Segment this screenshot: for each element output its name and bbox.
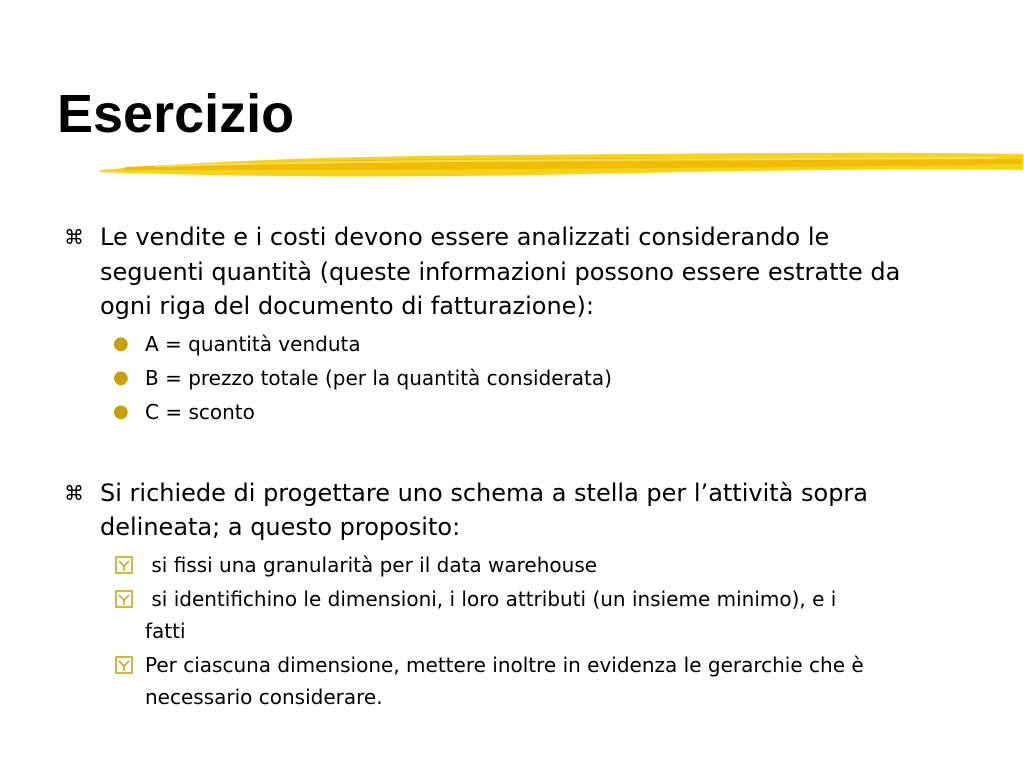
sub-item-text: si identifichino le dimensioni, i loro attributi (un insieme minimo), e i [145,586,837,611]
sub-item [64,396,964,428]
bullet-1 [64,220,964,428]
sub-item [64,362,964,394]
dot-icon: ● [113,400,129,422]
sub-item-text: si fissi una granularità per il data warehouse [145,552,598,577]
bullet-2-text [64,476,964,545]
bullet-1-line: Le vendite e i costi devono essere analizzati considerando le [100,223,830,251]
bullet-1-text [64,220,964,324]
dot-icon: ● [113,332,129,354]
title-underline-stroke [95,146,1024,186]
sub-item-text: B = prezzo totale (per la quantità considerata) [145,365,612,390]
command-icon: ⌘ [64,225,84,249]
sub-item-text: Per ciascuna dimensione, mettere inoltre in evidenza le gerarchie che è [145,652,864,677]
sub-item-text: A = quantità venduta [145,331,361,356]
slide-content [64,220,964,715]
bullet-2-line: Si richiede di progettare uno schema a stella per l’attività sopra [100,478,868,507]
bullet-1-line: ogni riga del documento di fatturazione): [100,292,594,320]
sub-item [64,328,964,360]
sub-item-text: necessario considerare. [145,684,383,709]
slide-title: Esercizio [57,84,295,144]
sub-item-text: fatti [145,618,186,643]
sub-item [64,649,964,713]
bullet-2 [64,476,964,713]
bullet-2-sublist [64,549,964,713]
sub-item-text: C = sconto [145,399,255,424]
dot-icon: ● [113,366,129,388]
bullet-1-line: seguenti quantità (queste informazioni possono essere estratte da [100,257,901,286]
checkbox-icon [115,590,133,608]
sub-item [64,549,964,581]
checkbox-icon [115,556,133,574]
bullet-1-sublist [64,328,964,428]
bullet-2-line: delineata; a questo proposito: [100,513,461,541]
sub-item [64,583,964,647]
command-icon: ⌘ [64,480,84,505]
checkbox-icon [115,656,133,674]
